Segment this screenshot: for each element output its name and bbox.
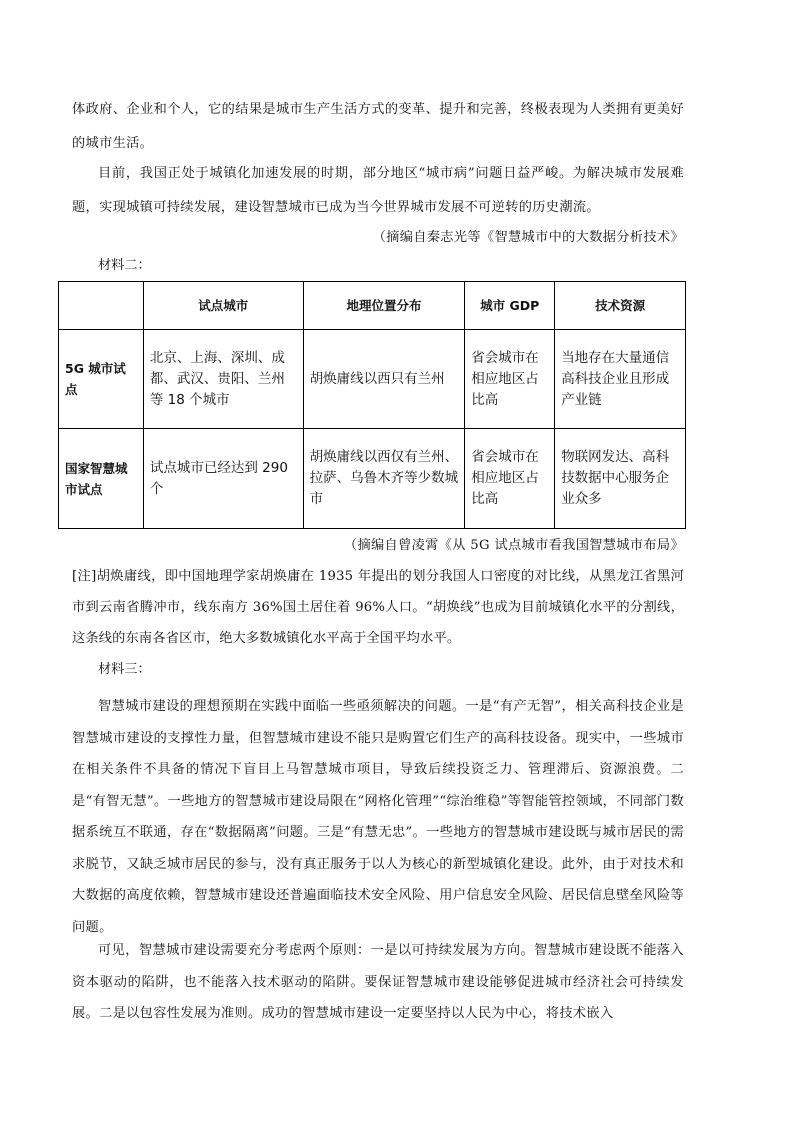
table-header-row <box>59 282 686 330</box>
material-2-label: 材料二： <box>98 258 151 273</box>
table-header-cell: 城市 GDP <box>465 282 555 330</box>
paragraph-3: 智慧城市建设的理想预期在实践中面临一些亟须解决的问题。一是“有产无智”，相关高科技企业是智慧城市建设的支撑性力量，但智慧城市建设不能只是购置它们生产的高科技设备。现实中，一些城市在相关条件不具备的情况下盲目上马智慧城市项目，导致后续投资乏力、管理滞后、资源浪费。二是“有智无慧”。一些地方的智慧城市建设局限在“网格化管理”“综治维稳”等智能管控领域，不同部门数据系统互不联通，存在“数据隔离”问题。三是“有慧无忠”。一些地方的智慧城市建设既与城市居民的需求脱节，又缺乏城市居民的参与，没有真正服务于以人为核心的新型城镇化建设。此外，由于对技术和大数据的高度依赖，智慧城市建设还普遍面临技术安全风险、用户信息安全风险、居民信息壁垒风险等问题。 <box>72 699 684 935</box>
source-citation-2: （摘编自曾凌霄《从 5G 试点城市看我国智慧城市布局》 <box>343 538 684 553</box>
table-header-cell: 技术资源 <box>555 282 686 330</box>
source-citation-1: （摘编自秦志光等《智慧城市中的大数据分析技术》 <box>372 230 684 245</box>
note-paragraph: [注]胡焕庸线，即中国地理学家胡焕庸在 1935 年提出的划分我国人口密度的对比线，从黑龙江省黑河市到云南省腾冲市，线东南方 36%国土居住着 96%人口。“胡焕线”也成为目前城镇化水平的分割线，这条线的东南各省区市，绝大多数城镇化水平高于全国平均水平。 <box>72 569 684 646</box>
cell-location: 胡焕庸线以西只有兰州 <box>303 330 465 429</box>
cell-gdp: 省会城市在相应地区占比高 <box>465 330 555 429</box>
pilot-cities-table <box>58 281 686 529</box>
cell-tech: 物联网发达、高科技数据中心服务企业众多 <box>555 429 686 529</box>
table-header-cell <box>59 282 144 330</box>
table-row <box>59 429 686 529</box>
paragraph-1: 体政府、企业和个人，它的结果是城市生产生活方式的变革、提升和完善，终极表现为人类拥有更美好的城市生活。 <box>72 102 684 151</box>
cell-cities: 试点城市已经达到 290 个 <box>143 429 303 529</box>
row-header-5g: 5G 城市试点 <box>59 330 144 429</box>
row-header-smart-city: 国家智慧城市试点 <box>59 429 144 529</box>
table-header-cell: 地理位置分布 <box>303 282 465 330</box>
material-3-label: 材料三： <box>98 662 151 677</box>
cell-cities: 北京、上海、深圳、成都、武汉、贵阳、兰州等 18 个城市 <box>143 330 303 429</box>
cell-tech: 当地存在大量通信高科技企业且形成产业链 <box>555 330 686 429</box>
table-header-cell: 试点城市 <box>143 282 303 330</box>
paragraph-2: 目前，我国正处于城镇化加速发展的时期，部分地区“城市病”问题日益严峻。为解决城市发展难题，实现城镇可持续发展，建设智慧城市已成为当今世界城市发展不可逆转的历史潮流。 <box>72 166 684 215</box>
cell-location: 胡焕庸线以西仅有兰州、拉萨、乌鲁木齐等少数城市 <box>303 429 465 529</box>
paragraph-4: 可见，智慧城市建设需要充分考虑两个原则：一是以可持续发展为方向。智慧城市建设既不能落入资本驱动的陷阱，也不能落入技术驱动的陷阱。要保证智慧城市建设能够促进城市经济社会可持续发展。二是以包容性发展为准则。成功的智慧城市建设一定要坚持以人民为中心，将技术嵌入 <box>72 943 684 1021</box>
cell-gdp: 省会城市在相应地区占比高 <box>465 429 555 529</box>
table-row <box>59 330 686 429</box>
